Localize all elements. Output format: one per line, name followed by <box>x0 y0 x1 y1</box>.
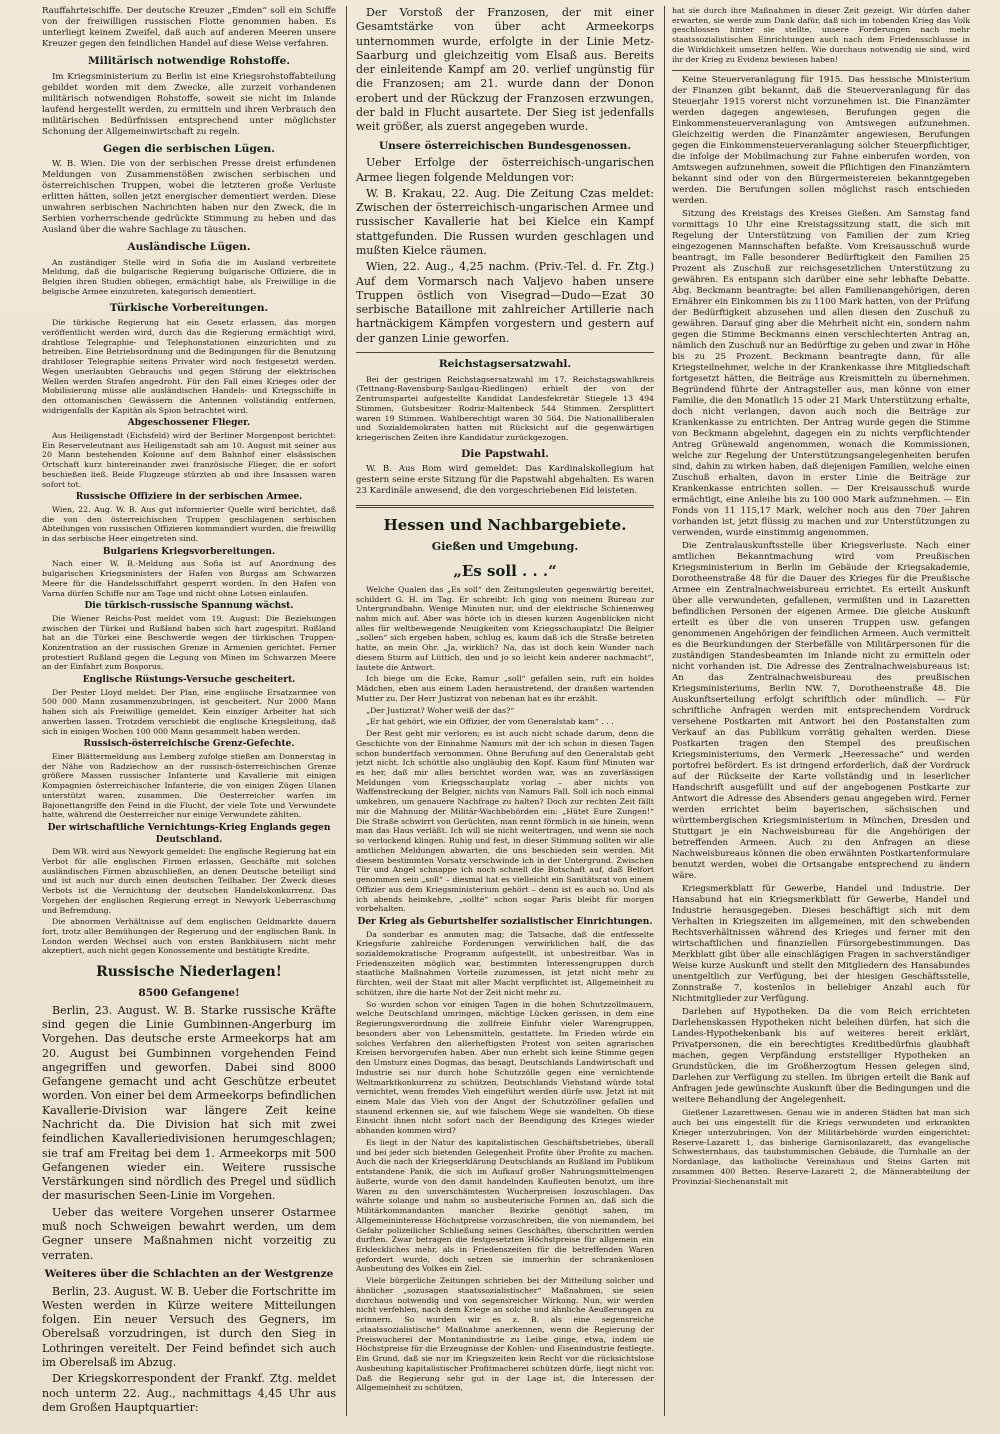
paragraph: „Der Justizrat? Woher weiß der das?“ <box>366 705 515 715</box>
paragraph: Ueber Erfolge der österreichisch-ungarischen Armee liegen folgende Meldungen vor: <box>356 156 654 184</box>
paragraph: Bei der gestrigen Reichstagsersatzwahl im 17. Reichstagswahlkreis (Tettnang-Ravensburg-Saulgau-Riedlingen) erhielt der von der Zentrumspartei aufgestellte Kandidat Landesfekretär Stiegele 13 494 Stimmen, Gutsbesitzer Rodriz-Maltenbeck 544 Stimmen. Zersplittert waren 19 Stimmen. Wahlberechtigt waren 30 564. Die Nationalliberalen und Sozialdemokraten hatten mit Rücksicht auf die gegenwärtigen kriegerischen Zeiten ihre Kandidatur zurückgezogen. <box>356 374 654 443</box>
headline: Die Papstwahl. <box>461 447 549 460</box>
paragraph: Da sonderbar es anmuten mag; die Tatsache, daß die entfesselte Kriegsfurie zahlreiche Forderungen verwirklichen half, die das sozialdemokratische Programm aufgestellt, ist unbestreitbar. Was in Friedenszeiten möglich war, bestimmten Interessengruppen durch staatliche Maßnahmen Vorteile zuzumessen, ist jetzt nicht mehr zu fürchten, weil der Staat mit aller Macht verpflichtet ist, Allgemeinheit zu schützen, ihre die harte Not der Zeit nicht mehr zu. <box>356 929 654 997</box>
headline: Abgeschossener Flieger. <box>127 418 251 429</box>
paragraph: Darlehen auf Hypotheken. Da die vom Reich errichteten Darlehenskassen Hypotheken nicht beleihen dürfen, hat sich die Landes-Hypothekenbank bis auf weiteres bereit erklärt, Privatpersonen, die ein berechtigtes Kreditbedürfnis glaubhaft machen, gegen Verpfändung erststelliger Hypotheken an Grundstücken, die im Großherzogtum Hessen gelegen sind, Darlehen zur Verfügung zu stellen. Im übrigen erteilt die Bank auf Anfragen jede gewünschte Auskunft über die Bedingungen und die weitere Behandlung der Angelegenheit. <box>672 1007 970 1106</box>
paragraph: Im Kriegsministerium zu Berlin ist eine Kriegsrohstoffabteilung gebildet worden mit dem Zwecke, alle zurzeit vorhandenen militärisch notwendigen Rohstoffe, soweit sie nicht im Inlande laufend hergestellt werden, zu ermitteln und ihren Verbrauch den militärischen Bedürfnissen entsprechend unter möglichster Schonung der Allgemeinwirtschaft zu regeln. <box>42 71 336 137</box>
paragraph: Berlin, 23. August. W. B. Ueber die Fortschritte im Westen werden in Kürze weitere Mitteilungen folgen. Ein neuer Versuch des Gegners, im Oberelsaß vorzudringen, ist durch den Sieg in Lothringen vereitelt. Der Feind befindet sich auch im Oberelsaß im Abzug. <box>42 1284 336 1369</box>
headline: Unsere österreichischen Bundesgenossen. <box>378 139 632 152</box>
paragraph: Einer Blättermeldung aus Lemberg zufolge stießen am Donnerstag in der Nähe von Radziechow an der russisch-österreichischen Grenze größere Massen russischer Infanterie und Kavallerie mit einigen Kompagnien österreichischer Infanterie, die von einigen Zügen Ulanen unterstützt waren, zusammen. Die Oesterreicher warfen im Bajonettangriffe den Feind in die Flucht, der viele Tote und Verwundete hatte, während die Oesterreicher nur einige Verwundete zählten. <box>42 751 336 820</box>
headline: Die türkisch-russische Spannung wächst. <box>84 601 294 612</box>
paragraph: Viele bürgerliche Zeitungen schrieben bei der Mitteilung solcher und ähnlicher „sozusagen staatssozialistischer“ Maßnahmen, sie seien durchaus notwendig und von segensreicher Wirkung. Nun, wir werden nicht verfehlen, nach dem Kriege an solche und ähnliche Aeußerungen zu erinnern. So wurden wir es z. B. als eine segensreiche „staatssozialistische“ Maßnahme anerkennen, wenn die Regierung der Preiswucherei der Montanindustrie zu Leibe ginge, etwa, indem sie Höchstpreise für die Erzeugnisse der Kohlen- und Eisenindustrie festlegte. Ein Grund, daß sie nur im Kriegszeiten kein Recht vor die rücksichtslose Ausbeutung kapitalistischer Profitmacherei schützen dürfe, liegt nicht vor. Daß die Regierung sehr gut in der Lage ist, die Interessen der Allgemeinheit zu schützen, <box>356 1276 654 1393</box>
paragraph: Gießener Lazarettwesen. Genau wie in anderen Städten hat man sich auch bei uns eingestellt für die Kriegs verwundeten und erkrankten Krieger unterzubringen. Von der Militärbehörde wurden eingerichtet: Reserve-Lazarett 1, das bisherige Garnisonlazarett, das evangelische Schwesternhaus, das taubstummischen Gebäude, die Turnhalle an der Nordanlage, das katholische Vereinshaus und Steins Garten mit zusammen 400 Betten. Reserve-Lazarett 2, die Männerabteilung der Provinzial-Siechenanstalt mit <box>672 1108 970 1186</box>
paragraph: Der Rest geht mir verloren; es ist auch nicht schade darum, denn die Geschichte von der Einnahme Namurs mit der ich schon in diesen Tagen schon hundertfach vernommen. Ohne Berufung auf den Generalstab geht jetzt nicht. Ich schüttle also ungläubig den Kopf. Kaum fünf Minuten war es her, daß mir alles berichtet worden war, was an zuverlässigen Meldungen vom Kriegsschauplatz vorlag – aber nichts von Waffenstreckung der Belgier, nichts von Namurs Fall. Soll ich noch einmal umkehren, um genauere Nachfrage zu halten? Doch zur rechten Zeit fällt mir die Mahnung der Militär-Wachbehörden ein: „Hütet Eure Zungen!“ Die Straße schwirrt von Gerüchten, man rennt förmlich in sie hinein, wenn man das Haus verläßt. Ich will sie nicht weitertragen, und wenn sie noch so verlockend klingen. Ruhig und fest, in dieser Stimmung sollten wir alle amtlichen Meldungen abwarten, die uns beschieden sein werden. Mit diesem bestimmten Vorsatz verschwinde ich in der Untergrund. Zwischen Tür und Angel schnappe ich noch schnell die Botschaft auf, daß Belfort genommen sein „soll“ – diesmal hat es vielleicht ein Sanitätsrat von einem Offizier aus dem Kriegsministerium gehört – denn ist es auch so. Und als ich abends heimkehre, „sollte“ schon sogar Paris bleibt für morgen vorbehalten. <box>356 729 654 914</box>
headline: „Es soll . . .“ <box>453 561 557 580</box>
paragraph: Aus Heiligenstadt (Eichsfeld) wird der Berliner Morgenpost berichtet: Ein Reserveleutnant aus Heiligenstadt sah am 10. August mit seiner aus 20 Mann bestehenden Kolonne auf dem Bahnhof einer elsässischen Ortschaft kurz hintereinander zwei französische Flieger, die er sofort beschießen ließ. Beide Flugzeuge stürzten ab und ihre Insassen waren sofort tot. <box>42 430 336 489</box>
column-rule-left <box>346 6 347 1416</box>
paragraph: Kriegsmerkblatt für Gewerbe, Handel und Industrie. Der Hansabund hat ein Kriegsmerkblatt für Gewerbe, Handel und Industrie herausgegeben. Dieses beschäftigt sich mit dem Verhalten in Kriegszeiten im allgemeinen, mit den schwebenden Rechtsverhältnissen während des Krieges und ferner mit den wirtschaftlichen und finanziellen Fürsorgebestimmungen. Das Merkblatt gibt über alle einschlägigen Fragen in sachverständiger Weise kurze Auskunft und stellt den Mitgliedern des Hansabundes unentgeltlich zur Verfügung, bei der hiesigen Geschäftsstelle, Zonnstraße 7, kostenlos in beliebiger Anzahl auch für Nichtmitglieder zur Verfügung. <box>672 884 970 1005</box>
headline: Russische Niederlagen! <box>96 964 282 981</box>
paragraph: An zuständiger Stelle wird in Sofia die im Ausland verbreitete Meldung, daß die bulgarische Regierung bulgarische Offiziere, die in Belgien ihren Studien obliegen, ermächtigt habe, als Freiwillige in die belgische Armee einzutreten, kategorisch dementiert. <box>42 257 336 296</box>
section-rule <box>672 70 970 71</box>
paragraph: Der Pester Lloyd meldet: Der Plan, eine englische Ersatzarmee von 500 000 Mann zusammenzubringen, ist gescheitert. Nur 2000 Mann haben sich als Freiwillige gemeldet. Kein einziger Arbeiter hat sich anwerben lassen. Trotzdem verschiebt die englische Kriegsleitung, daß sich in einigen Wochen 100 000 Mann gesammelt haben werden. <box>42 687 336 736</box>
paragraph: Die abnormen Verhältnisse auf dem englischen Geldmarkte dauern fort, trotz aller Bemühungen der Regierung und der englischen Bank. In London werden Wechsel auch von ersten Bankhäusern nicht mehr akzeptiert, auch nicht gegen Konossemente und bestätigte Kredite. <box>42 917 336 956</box>
column-3 <box>672 6 970 1426</box>
paragraph: Wien, 22. Aug., 4,25 nachm. (Priv.-Tel. d. Fr. Ztg.) Auf dem Vormarsch nach Valjevo haben unsere Truppen östlich von Visegrad—Dudo—Ezat 30 serbische Bataillone mit zahlreicher Artillerie nach hartnäckigem Kämpfen vorgestern und gestern auf der ganzen Linie geworfen. <box>356 260 654 345</box>
headline: Weiteres über die Schlachten an der Westgrenze <box>44 1267 334 1280</box>
headline: Englische Rüstungs-Versuche gescheitert. <box>82 675 296 686</box>
paragraph: hat sie durch ihre Maßnahmen in dieser Zeit gezeigt. Wir dürfen daher erwarten, sie werde zum Dank dafür, daß sich im tobenden Krieg das Volk geschlossen hinter sie stellte, unsere Forderungen nach mehr staatssozialistischen Einrichtungen auch nach dem Friedensschlusse in die Wirklichkeit umsetzen helfen. Wie durchaus notwendig sie sind, wird ihr der Krieg zu Evidenz bewiesen haben! <box>672 6 970 64</box>
section-subtitle: Gießen und Umgebung. <box>431 539 579 553</box>
paragraph: Der Kriegskorrespondent der Frankf. Ztg. meldet noch unterm 22. Aug., nachmittags 4,45 Uhr aus dem Großen Hauptquartier: <box>42 1372 336 1414</box>
paragraph: Wien, 22. Aug. W. B. Aus gut informierter Quelle wird berichtet, daß die von den österreichischen Truppen geschlagenen serbischen Abteilungen von russischen Offizieren kommandiert wurden, die freiwillig in das serbische Heer eingetreten sind. <box>42 504 336 544</box>
paragraph: Es liegt in der Natur des kapitalistischen Geschäftsbetriebes, überall und bei jeder sich bietenden Gelegenheit Profite über Profite zu machen. Auch die nach der Kriegserklärung Deutschlands an Rußland im Publikum entstandene Panik, die sich im Aufkauf großer Nahrungsmittelmengen äußerte, wurde von den damit handelnden Kaufleuten benutzt, um ihre Waren zu den unverschämtesten Wucherpreisen loszuschlagen. Das währte solange und nahm so ausbeuterische Formen an, daß sich die Militärkommandanten mancher Bezirke genötigt sahen, im Allgemeininteresse Höchstpreise vorzuschreiben, die von niemandem, bei Gefahr polizeilicher Schließung seines Geschäftes, überschritten werden durften. Zwar betragen die festgesetzten Höchstpreise für allgemein ein Erkleckliches mehr, als in Friedenszeiten für die betreffenden Waren gefordert wurde, doch setzen sie immerhin der schrankenlosen Ausbeutung des Volkes ein Ziel. <box>356 1137 654 1274</box>
paragraph: Sitzung des Kreistags des Kreises Gießen. Am Samstag fand vormittags 10 Uhr eine Kreistagssitzung statt, die sich mit Regelung der Unterstützung von Familien der zum Krieg eingezogenen Mannschaften befaßte. Vom Kreisausschuß wurde beantragt, im Falle besonderer Bedürftigkeit den Familien 25 Prozent als Zuschuß zur reichsgesetzlichen Unterstützung zu gewähren. Es entspann sich darüber eine sehr lebhafte Debatte. Abg. Beckmann beantragte: bei allen Familienangehörigen, deren Ernährer ein Einkommen bis zu 1100 Mark hatten, von der Prüfung der Bedürftigkeit abzusehen und allen diesen den Zuschuß zu gewähren. Darauf ging aber die Mehrheit nicht ein, sondern nahm gegen die Stimme Beckmanns einen verschlechterten Antrag an, nämlich den Zuschuß nur an Bedürftige zu geben und zwar in Höhe bis zu 25 Prozent. Beckmann beantragte dann, für alle Kriegsteilnehmer, welche in der Krankenkasse ihre Mitgliedschaft fortgesetzt hätten, die Beiträge aus Kreismitteln zu übernehmen. Begründend führte der Antragsteller aus, man könne von einer Familie, die den Monatlich 15 oder 21 Mark Unterstützung erhalte, doch nicht verlangen, davon auch noch die Beiträge zur Krankenkasse zu entrichten. Der Antrag wurde gegen die Stimme von Beckmann abgelehnt, dagegen ein zu nichts verpflichtender Antrag Grünewald angenommen, wonach die Kommissionen, welche zur Regelung der Unterstützungsangelegenheiten berufen sind, dahin zu wirken haben, daß diejenigen Familien, welche einen Zuschuß erhalten, davon in erster Linie die Beiträge zur Krankenkasse entrichten sollen. — Der Kreisausschuß wurde ermächtigt, eine Anleihe bis zu 100 000 Mark aufzunehmen. — Ein Fonds von 11 115,17 Mark, welcher noch aus den 70er Jahren vorhanden ist, jetzt flüssig zu machen und zur Unterstützungen zu verwenden, wurde einstimmig angenommen. <box>672 209 970 539</box>
paragraph: Rauffahrteischiffe. Der deutsche Kreuzer „Emden“ soll ein Schiffe von der freiwilligen russischen Flotte genommen haben. Es unterliegt keinem Zweifel, daß auch auf anderen Meeren unsere Kreuzer gegen den feindlichen Handel auf diese Weise verfahren. <box>42 6 336 49</box>
headline: Militärisch notwendige Rohstoffe. <box>87 55 291 67</box>
paragraph: Ueber das weitere Vorgehen unserer Ostarmee muß noch Schweigen bewahrt werden, um dem Gegner unsere Maßnahmen nicht vorzeitig zu verraten. <box>42 1205 336 1262</box>
paragraph: So wurden schon vor einigen Tagen in die hohen Schutzzollmauern, welche Deutschland umringen, mächtige Lücken gerissen, in dem eine Regierungsverordnung die zollfreie Einfuhr vieler Warengruppen, besonders aber von Lebensmitteln, gestattete. Im Frieden würde ein solches Verfahren den allerheftigsten Protest von seiten agrarischen Kreisen hervorgerufen haben. Aber nun erhebt sich keine Stimme gegen den Umsturz eines Dogmas, das besagt, Deutschlands Landwirtschaft und Industrie sei nur durch hohe Schutzzölle gegen eine vernichtende Weltmarktkonkurrenz zu schützen, Deutschlands Viehstand würde total vernichtet, wenn fremdes Vieh eingeführt werden dürfe usw. Jetzt ist mit einem Male das Vieh von der Angst der Schutzzöllner gefallen und staunend erkennen sie, auf wie falschem Wege sie wandelten. Ob diese Einsicht ihnen nicht sofort nach der Beendigung des Krieges wieder abhanden kommen wird? <box>356 999 654 1136</box>
headline: Ausländische Lügen. <box>127 241 251 254</box>
paragraph: Berlin, 23. August. W. B. Starke russische Kräfte sind gegen die Linie Gumbinnen-Angerburg im Vorgehen. Das deutsche erste Armeekorps hat am 20. August bei Gumbinnen vorgehenden Feind angegriffen und geworfen. Dabei sind 8000 Gefangene gemacht und acht Geschütze erbeutet worden. Von einer bei dem Armeekorps befindlichen Kavallerie-Division war längere Zeit keine Nachricht da. Die Division hat sich mit zwei feindlichen Kavalleriedivisionen herumgeschlagen; sie traf am Freitag bei dem 1. Armeekorps mit 500 Gefangenen wieder ein. Weitere russische Verstärkungen sind nördlich des Pregel und südlich der masurischen Seen-Linie im Vorgehen. <box>42 1003 336 1203</box>
headline: Gegen die serbischen Lügen. <box>103 142 275 155</box>
headline: Der wirtschaftliche Vernichtungs-Krieg Englands gegen Deutschland. <box>47 823 331 845</box>
paragraph: Der Vorstoß der Franzosen, der mit einer Gesamtstärke von über acht Armeekorps unternommen wurde, erfolgte in der Linie Metz-Saarburg und gleichzeitig vom Elsaß aus. Bereits der einleitende Kampf am 20. verlief ungünstig für die Franzosen; am 21. wurde dann der Donon erobert und der Rückzug der Franzosen erzwungen, der bald in Flucht ausartete. Der Sieg ist jedenfalls weit größer, als zuerst angegeben wurde. <box>356 6 654 134</box>
paragraph: Ich biege um die Ecke, Ramur „soll“ gefallen sein, ruft ein holdes Mädchen, eben aus einem Laden heraustretend, der draußen wartenden Mutter zu. Der Herr Justizrat von nebenan hat es ihr erzählt. <box>356 674 654 703</box>
headline: Der Krieg als Geburtshelfer sozialistischer Einrichtungen. <box>357 917 653 927</box>
headline: Russisch-österreichische Grenz-Gefechte. <box>83 739 295 750</box>
paragraph: W. B. Aus Rom wird gemeldet: Das Kardinalskollegium hat gestern seine erste Sitzung für die Papstwahl abgehalten. Es waren 23 Kardinäle anwesend, die den vorgeschriebenen Eid leisteten. <box>356 464 654 497</box>
paragraph: „Er hat gehört, wie ein Offizier, der vom Generalstab kam“ . . . <box>366 717 614 727</box>
paragraph: Die türkische Regierung hat ein Gesetz erlassen, das morgen veröffentlicht werden wird, durch das die Regierung ermächtigt wird, drahtlose Telegraphie- und Telephonstationen einzurichten und zu betreiben. Eine Betriebsordnung und die Bedingungen für die Benutzung drahtloser Telegraphie seitens Privater wird noch festgesetzt werden. Wegen unerlaubten Gebrauchs und gegen Störung der elektrischen Wellen werden Strafen angedroht. Für den Fall eines Krieges oder der Mobilisierung müsse alle ausländischen Handels- und Kriegsschiffe in den ottomanischen Gewässern die Antennen vollständig entfernen, widrigenfalls der Kapitän als Spion betrachtet wird. <box>42 318 336 415</box>
column-1 <box>42 6 336 1426</box>
paragraph: Nach einer W. B.-Meldung aus Sofia ist auf Anordnung des bulgarischen Kriegsministers der Hafen von Burgas am Schwarzen Meere für die Handelsschiffahrt gesperrt worden. In den Hafen von Varna dürfen Schiffe nur am Tage und nicht ohne Lotsen einlaufen. <box>42 559 336 598</box>
headline: Türkische Vorbereitungen. <box>109 301 269 314</box>
paragraph: W. B. Krakau, 22. Aug. Die Zeitung Czas meldet: Zwischen der österreichisch-ungarischen Armee und russischer Kavallerie hat bei Kielce ein Kampf stattgefunden. Die Russen wurden geschlagen und mußten Kielce räumen. <box>356 186 654 257</box>
paragraph: Dem WB. wird aus Newyork gemeldet: Die englische Regierung hat ein Verbot für alle englischen Firmen erlassen, Geschäfte mit solchen ausländischen Firmen abzuschließen, an denen Deutsche beteiligt sind und ist auch nur durch einen deutschen Teilhaber. Der Zweck dieses Verbots ist die Vernichtung der deutschen Handelskonkurrenz. Das Vorgehen der englischen Regierung erregt in Newyork Ueberraschung und Befremdung. <box>42 847 336 915</box>
headline: Russische Offiziere in der serbischen Armee. <box>75 492 303 503</box>
paragraph: Die Zentralauskunftsstelle über Kriegsverluste. Nach einer amtlichen Bekanntmachung wird vom Preußischen Kriegsministerium in Berlin im Gebäude der Kriegsakademie, Dorotheenstraße 48 für die Dauer des Krieges für die Preußische Armee ein Zentralnachweisbureau errichtet. Es erteilt Auskunft über alle verwundeten, gefallenen, vermißten und in Lazaretten befindlichen Personen der eigenen Armee. Die gleiche Auskunft erteilt es über die von unseren Truppen usw. gefangen genommenen Angehörigen der feindlichen Armeen. Auch vermittelt es die Beurkundungen der Sterbefälle von Militärpersonen für die zuständigen Standesbeamten im Inlande nicht zu ermitteln oder nicht vorhanden ist. Die Adresse des Zentralnachweisbureaus ist: An das Zentralnachweisbureau des preußischen Kriegsministeriums, Berlin NW. 7, Dorotheenstraße 48. Die Auskunftserteilung erfolgt schriftlich oder mündlich. — Für schriftliche Anfragen werden mit entsprechendem Vordruck versehene Postkarten mit Antwort bei den Postanstalten zum Verkauf an das Publikum vorrätig gehalten werden. Diese Postkarten tragen den Stempel des preußischen Kriegsministeriums, den Vermerk „Heeressache“ und werden portofrei befördert. Es ist dringend erforderlich, daß der Vordruck auf der Rückseite der Karte vollständig und in leserlicher Handschrift ausgefüllt und auf der angebogenen Postkarte zur Antwort die Adresse des Absenders genau angegeben wird. Ferner werden errichtet beim bayerischen, sächsischen und württembergischen Kriegsministerium in München, Dresden und Stuttgart je ein Nachweisbureau für die Angehörigen der betreffenden Armeen. Auch zu den Anfragen an diese Nachweisbureaus können die oben erwähnten Postkartenformulare benutzt werden, wobei die Ortsangabe entsprechend zu ändern wäre. <box>672 541 970 882</box>
column-2 <box>356 6 654 1426</box>
paragraph: Keine Steuerveranlagung für 1915. Das hessische Ministerium der Finanzen gibt bekannt, daß die Steuerveranlagung für das Steuerjahr 1915 vorerst nicht vorzunehmen ist. Die Finanzämter werden dagegen angewiesen, Berufungen gegen die Einkommensteuerveranlagung von Amtswegen aufzunehmen. Gleichzeitig werden die Finanzämter angewiesen, Berufungen gegen die Einkommensteuerveranlagung solcher Steuerpflichtiger, die infolge der Mobilmachung zur Fahne einberufen worden, von Amtswegen aufzunehmen, soweit die Pflichtigen den Finanzämtern bekannt sind oder von den Bürgermeistereien bekanntgegeben werden. Die Berufungen sollen möglichst rasch entschieden werden. <box>672 75 970 207</box>
section-rule <box>356 352 654 353</box>
headline: Bulgariens Kriegsvorbereitungen. <box>102 546 276 557</box>
section-rule <box>356 505 654 508</box>
paragraph: Welche Qualen das „Es soll“ den Zeitungsleuten gegenwärtig bereitet, schildert G. H. im Tag. Er schreibt: Ich ging von meinem Bureau zur Untergrundbahn. Wenige Minuten nur, und der elektrische Schienenweg nahm mich auf. Aber was hörte ich in diesen kurzen Augenblicken nicht alles für weltbewegende Neuigkeiten vom Kriegsschauplatz! Die Belgier „sollen“ sich ergeben haben, schlug es, kaum daß ich die Straße betreten hatte, an mein Ohr. „Ja, wirklich? Na, das ist doch kein Wunder nach diesem Sturm auf Lüttich, den und jo so leicht kein anderer nachmacht“, lautete die Antwort. <box>356 584 654 672</box>
section-title: Hessen und Nachbargebiete. <box>383 516 627 535</box>
paragraph: Die Wiener Reichs-Post meldet vom 19. August: Die Beziehungen zwischen der Türkei und Rußland haben sich hart zugespitzt. Rußland hat an die Türkei eine Beschwerde wegen der türkischen Truppen-Konzentration an der russischen Grenze in Armenien gerichtet. Ferner protestiert Rußland gegen die Legung von Minen im Schwarzen Meere an der Einfahrt zum Bosporus. <box>42 613 336 672</box>
column-rule-right <box>664 6 665 1416</box>
paragraph: W. B. Wien. Die von der serbischen Presse dreist erfundenen Meldungen von Zusammenstößen zwischen serbischen und österreichischen Truppen, wobei die letzteren große Verluste erlitten hätten, sollen jetzt energischer dementiert werden. Diese unwahren serbischen Nachrichten haben nur den Zweck, die in Serbien vorherrschende gedrückte Stimmung zu heben und das Ausland über die wahre Sachlage zu täuschen. <box>42 159 336 236</box>
subheadline: 8500 Gefangene! <box>138 987 240 1000</box>
headline: Reichstagsersatzwahl. <box>438 358 572 371</box>
